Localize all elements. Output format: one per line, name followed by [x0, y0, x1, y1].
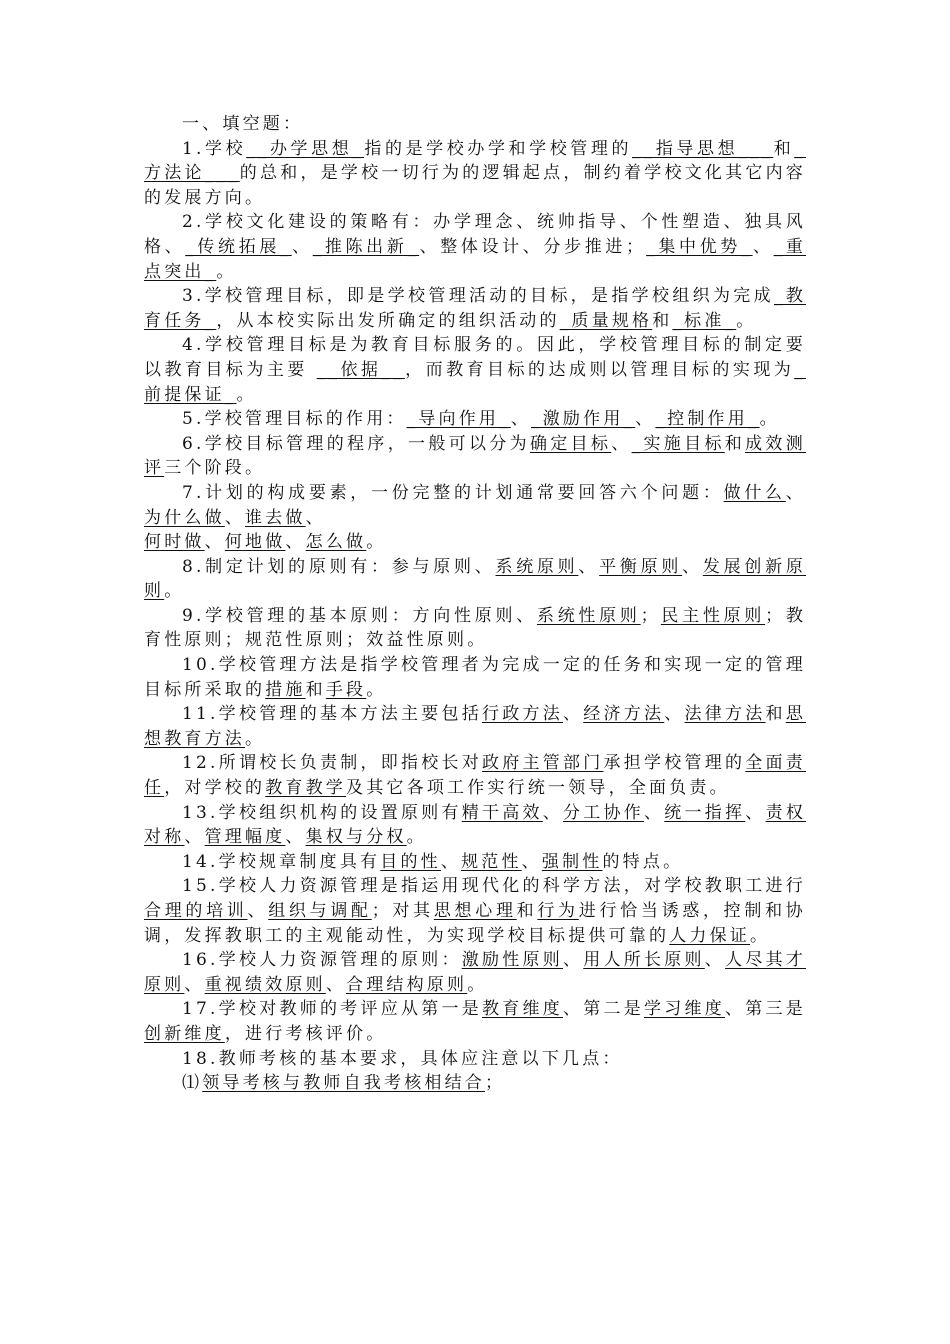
- question-text: 承担学校管理的: [603, 753, 746, 774]
- question-text: 15.学校人力资源管理是指运用现代化的科学方法，对学校教职工进行: [182, 876, 806, 897]
- answer-blank: _推陈出新_: [312, 236, 420, 257]
- question-text: 5.学校管理目标的作用：: [182, 409, 407, 430]
- question-text: 6.学校目标管理的程序，一般可以分为: [182, 433, 530, 454]
- answer-blank: 合理的培训: [144, 901, 248, 921]
- answer-blank: 思想心理: [433, 901, 517, 921]
- answer-blank: 用人所长原则: [583, 950, 705, 971]
- question-list: [144, 137, 806, 1096]
- question-text: 。: [759, 409, 780, 430]
- question-text: 和: [765, 704, 786, 725]
- answer-blank: _标准_: [672, 310, 737, 331]
- question-item: [144, 1047, 806, 1072]
- answer-blank: 学习维度: [644, 999, 726, 1020]
- answer-blank: 法律方法: [684, 704, 766, 725]
- answer-blank: 规范性: [461, 851, 522, 872]
- question-text: ，而教育目标的达成则以管理目标的实现为: [404, 359, 795, 380]
- answer-blank: 措施: [265, 679, 306, 700]
- answer-blank: 统一指挥: [664, 802, 746, 823]
- answer-blank: _方法论___: [144, 138, 806, 184]
- answer-blank: 教育维度: [481, 999, 563, 1020]
- answer-blank: 做什么: [723, 482, 786, 503]
- question-text: 及其它各项工作实行统一领导，全面负责。: [346, 778, 730, 799]
- question-text: 、: [644, 802, 665, 823]
- question-text: 9.学校管理的基本原则：方向性原则、: [182, 605, 537, 626]
- question-item: [144, 948, 806, 997]
- answer-blank: 激励性原则: [461, 950, 563, 971]
- question-text: 、: [785, 482, 806, 503]
- answer-blank: 经济方法: [583, 704, 665, 725]
- answer-blank: 怎么做: [305, 532, 367, 553]
- question-text: 。: [750, 925, 771, 946]
- answer-blank: __办学思想_: [246, 138, 365, 159]
- question-text: ；: [640, 605, 661, 626]
- answer-blank: 创新维度: [144, 1023, 225, 1044]
- answer-blank: 人力保证: [669, 925, 751, 946]
- question-text: 11.学校管理的基本方法主要包括: [182, 704, 482, 725]
- question-item: [144, 210, 806, 284]
- answer-blank: 合理结构原则: [346, 974, 468, 995]
- question-text: 。: [366, 532, 387, 553]
- question-item: [144, 653, 806, 702]
- answer-blank: 确定目标: [530, 433, 612, 454]
- answer-blank: 重视绩效原则: [204, 974, 326, 995]
- question-text: 、: [635, 409, 656, 430]
- question-text: 、: [305, 507, 326, 528]
- answer-blank: _集中优势_: [646, 236, 753, 257]
- answer-blank: 系统原则: [495, 556, 579, 577]
- answer-blank: 分工协作: [563, 802, 645, 823]
- answer-blank: _传统拓展_: [185, 236, 292, 257]
- question-text: 、: [704, 950, 726, 971]
- answer-blank: 为什么做: [144, 507, 225, 528]
- question-text: 17.学校对教师的考评应从第一是: [182, 999, 482, 1020]
- question-text: 、第三是: [725, 999, 806, 1020]
- answer-blank: 组织与调配: [268, 901, 372, 921]
- question-text: 。: [236, 384, 257, 405]
- answer-blank: 谁去做: [245, 507, 306, 528]
- question-text: 、: [440, 851, 462, 872]
- question-text: 。: [245, 728, 266, 749]
- answer-blank: _导向作用_: [406, 409, 511, 430]
- question-text: 和: [773, 138, 795, 159]
- answer-blank: 人尽其才原则: [144, 950, 807, 995]
- question-text: 的特点。: [602, 851, 684, 872]
- answer-blank: 思想教育方法: [144, 704, 807, 749]
- question-text: 12.所谓校长负责制，即指校长对: [182, 753, 482, 774]
- answer-blank: 发展创新原则: [144, 556, 807, 602]
- question-text: 、: [325, 974, 347, 995]
- question-text: ，进行考核评价。: [224, 1023, 387, 1044]
- question-text: 和: [652, 310, 673, 331]
- question-item: [144, 1071, 806, 1096]
- question-text: 的总和，是学校一切行为的逻辑起点，制约着学校文化其它内容的发展方向。: [144, 163, 807, 208]
- answer-blank: 集权与分权: [305, 827, 407, 848]
- answer-blank: _质量规格: [559, 310, 653, 331]
- question-text: 10.学校管理方法是指学校管理者为完成一定的任务和实现一定的管理目标所采取的: [144, 655, 806, 700]
- question-text: 4.学校管理目标是为教育目标服务的。因此，学校管理目标的制定要以教育目标为主要: [144, 335, 806, 380]
- question-text: 8.制定计划的原则有：参与原则、: [182, 556, 496, 577]
- question-item: [144, 874, 806, 948]
- question-item: [144, 481, 806, 555]
- question-text: 14.学校规章制度具有: [182, 851, 381, 872]
- question-text: 和: [305, 679, 326, 700]
- question-text: ，对学校的: [164, 778, 266, 799]
- question-text: 、: [204, 532, 225, 553]
- question-text: ；对其: [371, 901, 434, 921]
- question-item: [144, 555, 806, 604]
- answer-blank: 手段: [325, 679, 367, 700]
- answer-blank: 精干高效: [461, 802, 543, 823]
- question-text: 、: [542, 802, 563, 823]
- question-item: [144, 997, 806, 1046]
- answer-blank: 平衡原则: [599, 556, 683, 577]
- answer-blank: 系统性原则: [536, 605, 641, 626]
- question-text: 2.学校文化建设的策略有：办学理念、统帅指导、个性塑造、独具风格、: [144, 212, 806, 257]
- question-text: ⑴: [182, 1073, 203, 1094]
- question-text: 、: [611, 433, 632, 454]
- section-title: 一、填空题：: [182, 114, 304, 134]
- answer-blank: 责权对称: [144, 802, 807, 848]
- answer-blank: 民主性原则: [660, 605, 766, 626]
- question-item: [144, 407, 806, 432]
- question-text: 、: [664, 704, 685, 725]
- answer-blank: __指导思想___: [632, 138, 774, 159]
- question-text: 、: [752, 236, 774, 257]
- question-text: 。: [736, 310, 757, 331]
- question-item: [144, 702, 806, 751]
- answer-blank: 全面责任: [144, 753, 807, 799]
- answer-blank: _控制作用_: [655, 409, 760, 430]
- question-text: 3.学校管理目标，即是学校管理活动的目标，是指学校组织为完成: [182, 286, 774, 307]
- question-text: 7.计划的构成要素，一份完整的计划通常要回答六个问题：: [182, 482, 724, 503]
- question-item: [144, 801, 806, 850]
- answer-blank: _前提保证_: [144, 359, 806, 405]
- question-text: 和: [724, 433, 746, 454]
- question-text: 、: [563, 950, 584, 971]
- question-text: 、整体设计、分步推进；: [419, 236, 647, 257]
- question-text: 18.教师考核的基本要求，具体应注意以下几点：: [182, 1048, 623, 1069]
- answer-blank: 何时做: [144, 532, 205, 553]
- question-text: ；教育性原则；规范性原则；效益性原则。: [144, 605, 807, 651]
- answer-blank: 管理幅度: [204, 827, 286, 848]
- question-text: 和: [516, 901, 538, 921]
- question-text: ，从本校实际出发所确定的组织活动的: [216, 310, 560, 331]
- question-text: 、: [745, 802, 766, 823]
- answer-blank: _实施目标: [631, 433, 725, 454]
- question-text: 、: [247, 901, 269, 921]
- question-text: 、: [682, 556, 703, 577]
- answer-blank: __依据__: [316, 359, 405, 380]
- question-text: 13.学校组织机构的设置原则有: [182, 802, 462, 823]
- question-item: [144, 333, 806, 407]
- answer-blank: 强制性: [541, 851, 603, 872]
- question-text: 。: [366, 679, 387, 700]
- question-text: 、: [562, 704, 584, 725]
- question-text: 三个阶段。: [164, 458, 266, 479]
- question-text: 、: [184, 827, 205, 848]
- question-text: 1.学校: [182, 138, 247, 159]
- question-text: 、: [578, 556, 600, 577]
- question-item: [144, 751, 806, 800]
- document-body: [144, 112, 806, 1096]
- answer-blank: 何地做: [224, 532, 286, 553]
- question-text: 、: [184, 974, 205, 995]
- question-text: 。: [216, 261, 237, 282]
- question-item: [144, 604, 806, 653]
- answer-blank: 行政方法: [481, 704, 563, 725]
- answer-blank: _激励作用_: [531, 409, 636, 430]
- question-text: 、: [285, 827, 306, 848]
- answer-blank: 目的性: [380, 851, 441, 872]
- question-text: 、: [291, 236, 313, 257]
- question-text: 。: [467, 974, 488, 995]
- question-text: 指的是学校办学和学校管理的: [364, 138, 633, 159]
- answer-blank: 领导考核与教师自我考核相结合: [202, 1073, 486, 1094]
- answer-blank: 教育教学: [265, 778, 347, 799]
- question-text: 。: [164, 581, 185, 602]
- question-text: ；: [485, 1073, 506, 1094]
- question-text: 、: [285, 532, 306, 553]
- question-item: [144, 432, 806, 481]
- question-text: 16.学校人力资源管理的原则：: [182, 950, 462, 971]
- question-item: [144, 284, 806, 333]
- question-text: 进行恰当诱惑，控制和协调，发挥教职工的主观能动性，为实现学校目标提供可靠的: [144, 901, 806, 946]
- answer-blank: 成效测评: [144, 433, 806, 479]
- answer-blank: 行为: [537, 901, 579, 921]
- answer-blank: _重点突出_: [144, 236, 807, 282]
- answer-blank: _教育任务_: [144, 286, 806, 331]
- question-item: [144, 137, 806, 211]
- question-text: 、: [510, 409, 532, 430]
- question-item: [144, 850, 806, 875]
- answer-blank: 政府主管部门: [481, 753, 604, 774]
- question-text: 。: [406, 827, 427, 848]
- question-text: 、: [224, 507, 246, 528]
- question-text: 、: [521, 851, 542, 872]
- question-text: 、第二是: [562, 999, 644, 1020]
